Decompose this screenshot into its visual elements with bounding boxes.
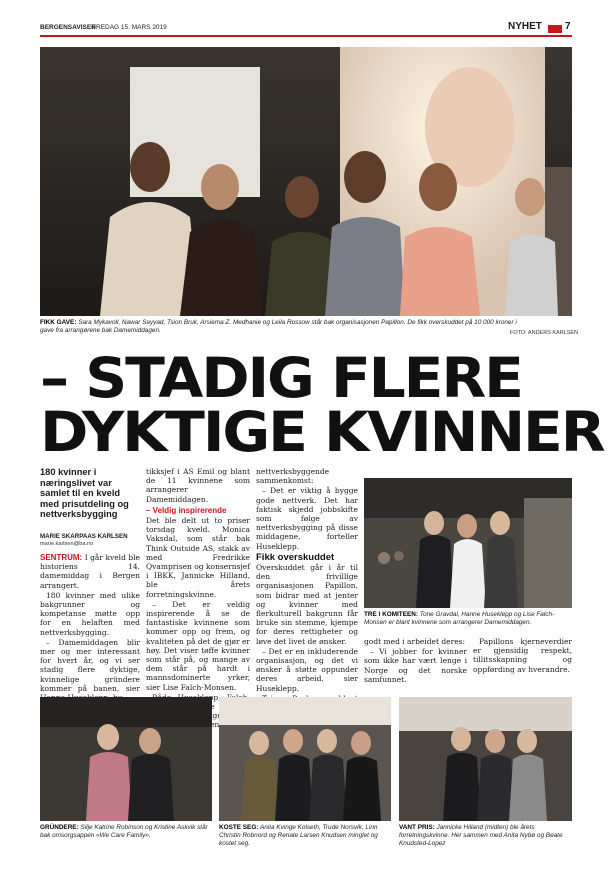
headline-line-1: – STADIG FLERE	[40, 346, 522, 410]
article-col-3: nettverksbyggende sammenkomst: – Det er viktig å bygge gode nettverk. Det har faktisk skjedd jobbskifte som følge av nettverksbygging på disse middagene, forteller Huseklepp. Fikk overskuddet Overskuddet går i år til den frivillige organisasjonen Papillon, som bidrar med at jenter og kvinner med flerkulturell bakgrunn får bruke sin stemme, kjempe for deres rettigheter og løve det livet de ønsker. – Det er en inkluderende organisasjon, og det vi ønsker å støtte oppunder deres arbeid, sier Huseklepp.	[256, 467, 358, 693]
committee-photo	[364, 478, 572, 608]
committee-caption-text: Tone Gravdal, Hanne Huseklepp og Lise Falch-Monsen er blant kvinnene som arrangerer Damemiddagen.	[364, 611, 555, 627]
bottom-caption-koste-seg: KOSTE SEG: Anita Kvinge Kolseth, Trude Norsvik, Linn Christin Robnord og Renate Larsen Knudsen minglet og kostet seg.	[219, 824, 378, 848]
header-paper: BERGENSAVISEN	[40, 24, 96, 31]
byline-email: marie.karlsen@ba.no	[40, 541, 94, 547]
top-caption-label: FIKK GAVE:	[40, 319, 77, 326]
bottom-photo-grundere	[40, 697, 212, 821]
committee-caption-label: TRE I KOMITEEN:	[364, 611, 418, 618]
bottom-photo-koste-seg	[219, 697, 391, 821]
bottom-photo-vant-pris	[399, 697, 572, 821]
header-red-bar	[548, 25, 562, 33]
lead-text: 180 kvinner i næringslivet var samlet til en kveld med prisutdeling og nettverksbygging	[40, 467, 129, 520]
top-photo	[40, 47, 572, 316]
subhead-inspirerende: – Veldig inspirerende	[146, 505, 227, 515]
top-caption-text: Sara Mykavoll, Nawar Sayyad, Tsion Bruk, Arsiema Z. Medhanie og Leila Rossow står bak organisasjonen Papillon. De fikk overskuddet på 10 000 kroner i gave fra arrangørene bak Damemiddagen.	[40, 319, 517, 335]
article-col-2: tikksjef i AS Emil og blant de 11 kvinnene som arrangerer Damemiddagen. – Veldig inspirerende Det ble delt ut to priser torsdag kveld. Monica Vaksdal, som står bak Think Outside AS, stakk av med Fredrikke Qvamprisen og konsernsjef i IBKK, Jannicke Hilland, ble årets forretningskvinne. – Det er veldig inspirerende å se de fantastiske kvinnene som kommer opp og frem, og kvaliteten på det de gjør er høy. Det viser tøffe kvinner som står på, og mange av dem står på hardt i mannsdominerte yrker, sier Lise Falch-Monsen. en	[146, 467, 250, 730]
article-col-5: Papillons kjerneverdier er gjensidig respekt, tillitsskapning og oppførding av hverandre.	[473, 637, 572, 674]
header-section: NYHET	[508, 21, 542, 32]
header-date: FREDAG 15. MARS 2019	[92, 24, 167, 31]
top-photo-credit: FOTO: ANDERS KARLSEN	[510, 330, 579, 336]
dateline: SENTRUM:	[40, 553, 83, 562]
subhead-overskuddet: Fikk overskuddet	[256, 551, 335, 563]
committee-photo-caption	[364, 611, 572, 627]
headline-line-2: DYKTIGE KVINNER	[40, 400, 604, 464]
byline-name: MARIE SKARPAAS KARLSEN	[40, 533, 128, 540]
bottom-caption-grundere: GRÜNDERE: Silje Katrine Robinson og Kristine Askvik står bak omsorgsappen «We Care Family».	[40, 824, 208, 840]
article-col-4: godt med i arbeidet deres: – Vi jobber for kvinner som ikke har vært lenge i Norge og det norske samfunnet.	[364, 637, 467, 684]
top-photo-caption	[40, 319, 530, 335]
bottom-caption-vant-pris: VANT PRIS: Jannicke Hilland (midten) ble årets forretningskvinne. Her sammen med Anita Nybø og Beate Knudsted-Lopez	[399, 824, 563, 848]
article-col-1: SENTRUM: I går kveld ble historiens 14. damemiddag i Bergen arrangert. 180 kvinner med ulike bakgrunner og kompetanse møtte opp for en helaften med nettverksbygging. – Damemiddagen blir mer og mer interessant for hvert år, og vi ser stadig flere dyktige, kvinnelige gründere kommer på banen, sier	[40, 553, 140, 693]
header-rule	[40, 35, 572, 37]
header-page-number: 7	[565, 21, 571, 32]
